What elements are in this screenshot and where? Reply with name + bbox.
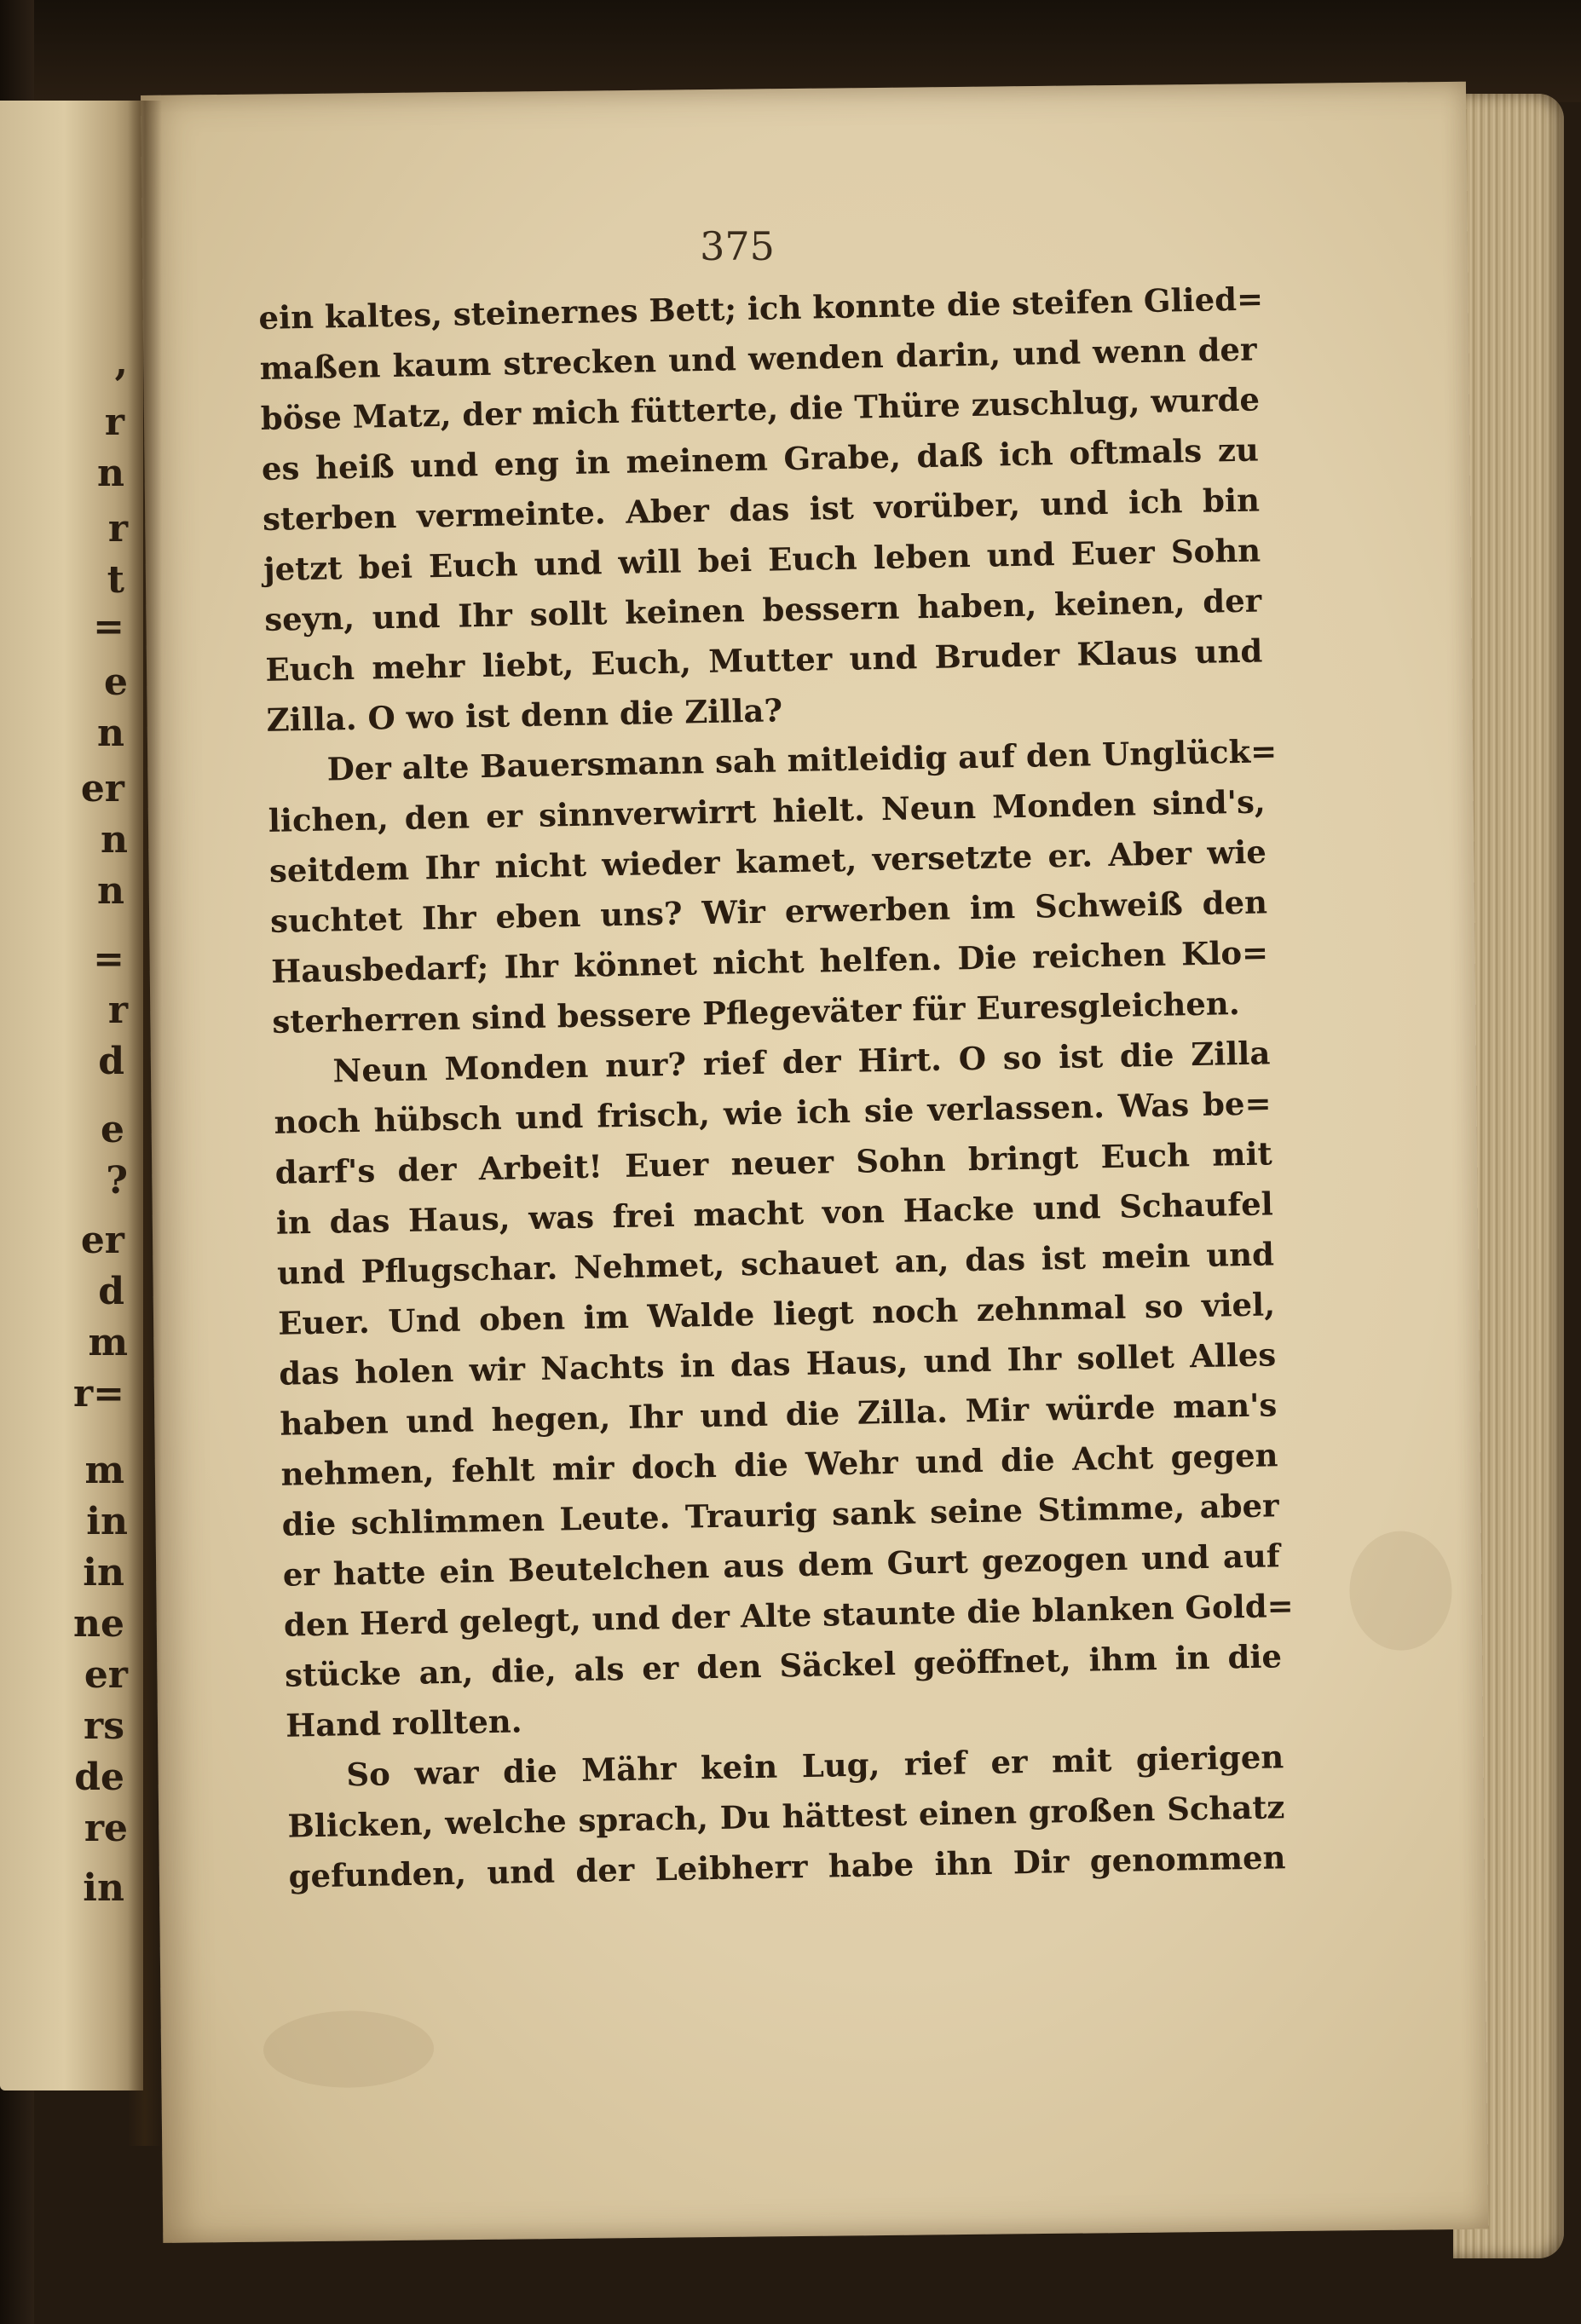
text-line: Der alte Bauersmann sah mitleidig auf den Unglück= <box>326 732 1278 788</box>
page-number: 375 <box>700 223 775 269</box>
left-page-fragment: er <box>80 767 124 810</box>
left-page-fragment: rs <box>84 1704 124 1748</box>
text-line: stücke an, die, als er den Säckel geöffnet, ihm in die <box>284 1637 1283 1694</box>
left-page-fragment: e <box>101 1108 124 1151</box>
left-page-fragment: , <box>114 341 128 384</box>
left-page-fragment: re <box>84 1807 128 1850</box>
left-page-fragment: in <box>86 1500 128 1543</box>
text-line: Hand rollten. <box>285 1702 522 1744</box>
left-page-fragment: r <box>107 507 128 551</box>
text-line: böse Matz, der mich fütterte, die Thüre zuschlug, wurde <box>260 380 1261 437</box>
text-line: suchtet Ihr eben uns? Wir erwerben im Schweiß den <box>269 883 1268 940</box>
text-line: jetzt bei Euch und will bei Euch leben und Euer Sohn <box>263 531 1261 588</box>
left-page-fragment: n <box>101 818 128 862</box>
left-page-fragment: d <box>98 1270 124 1313</box>
text-line: es heiß und eng in meinem Grabe, daß ich oftmals zu <box>261 430 1260 487</box>
text-line: darf's der Arbeit! Euer neuer Sohn bringt Euch mit <box>274 1134 1273 1191</box>
left-page-fragment: d <box>98 1040 124 1083</box>
left-page-fragment: n <box>97 712 124 755</box>
text-line: das holen wir Nachts in das Haus, und Ihr sollet Alles <box>278 1335 1277 1393</box>
text-line: die schlimmen Leute. Traurig sank seine Stimme, aber <box>281 1486 1279 1543</box>
text-line: maßen kaum strecken und wenden darin, und wenn der <box>259 330 1257 387</box>
text-line: er hatte ein Beutelchen aus dem Gurt gezogen und auf <box>282 1537 1281 1594</box>
text-line: nehmen, fehlt mir doch die Wehr und die Acht gegen <box>280 1436 1278 1493</box>
left-page-fragment: r <box>107 989 128 1032</box>
left-page-fragment: er <box>80 1219 124 1262</box>
text-line: So war die Mähr kein Lug, rief er mit gierigen <box>345 1738 1284 1794</box>
body-text <box>258 274 1295 1902</box>
text-line: noch hübsch und frisch, wie ich sie verlassen. Was be= <box>274 1084 1272 1141</box>
left-page-fragment: m <box>88 1321 128 1364</box>
left-page-fragment: r <box>104 401 124 444</box>
text-line: Zilla. O wo ist denn die Zilla? <box>266 691 783 739</box>
left-page-fragment: = <box>93 605 124 649</box>
left-page-fragment: n <box>97 869 124 913</box>
left-page-fragment: r= <box>72 1372 124 1416</box>
text-line: lichen, den er sinnverwirrt hielt. Neun Monden sind's, <box>268 782 1267 839</box>
text-line: Neun Monden nur? rief der Hirt. O so ist die Zilla <box>332 1034 1271 1090</box>
text-line: Hausbedarf; Ihr könnet nicht helfen. Die reichen Klo= <box>270 933 1269 990</box>
text-line: und Pflugschar. Nehmet, schauet an, das ist mein und <box>276 1235 1275 1292</box>
left-page-fragment: de <box>74 1756 124 1799</box>
left-page-text-fragments <box>9 341 136 1960</box>
left-page-fragment: in <box>83 1551 124 1595</box>
left-page-fragment: t <box>107 558 124 602</box>
text-line: Blicken, welche sprach, Du hättest einen großen Schatz <box>287 1788 1285 1845</box>
book-gutter <box>128 101 162 2146</box>
left-page-fragment: m <box>84 1449 124 1492</box>
text-line: haben und hegen, Ihr und die Zilla. Mir würde man's <box>280 1386 1278 1443</box>
text-line: Euer. Und oben im Walde liegt noch zehnmal so viel, <box>277 1285 1276 1342</box>
text-line: sterben vermeinte. Aber das ist vorüber, und ich bin <box>262 481 1261 538</box>
left-page-fragment: ne <box>73 1602 124 1646</box>
left-page-fragment: = <box>93 937 124 981</box>
left-page-fragment: in <box>83 1866 124 1910</box>
text-line: den Herd gelegt, und der Alte staunte die blanken Gold= <box>283 1586 1295 1644</box>
text-line: sterherren sind bessere Pflegeväter für Euresgleichen. <box>271 984 1241 1041</box>
text-line: in das Haus, was frei macht von Hacke und Schaufel <box>275 1185 1274 1242</box>
left-page-fragment: e <box>104 660 128 704</box>
left-page-fragment: ? <box>106 1159 128 1202</box>
text-line: ein kaltes, steinernes Bett; ich konnte die steifen Glied= <box>258 280 1264 337</box>
left-page-fragment: n <box>97 452 124 495</box>
text-line: gefunden, und der Leibherr habe ihn Dir genommen <box>288 1838 1286 1895</box>
left-page-fragment: er <box>84 1653 128 1697</box>
text-line: Euch mehr liebt, Euch, Mutter und Bruder Klaus und <box>265 631 1263 689</box>
text-line: seitdem Ihr nicht wieder kamet, versetzte er. Aber wie <box>268 833 1267 890</box>
text-line: seyn, und Ihr sollt keinen bessern haben, keinen, der <box>263 581 1262 638</box>
